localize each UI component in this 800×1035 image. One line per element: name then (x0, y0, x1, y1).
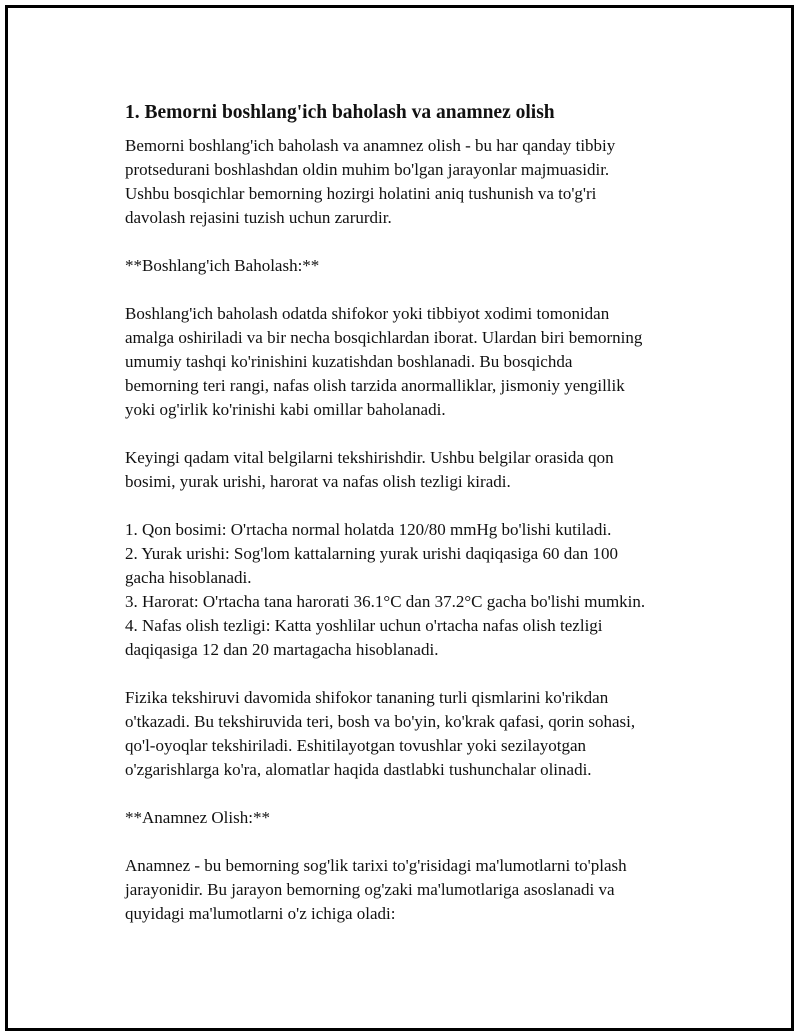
text-line: Keyingi qadam vital belgilarni tekshirishdir. Ushbu belgilar orasida qon (125, 448, 614, 467)
text-line: yoki og'irlik ko'rinishi kabi omillar baholanadi. (125, 400, 446, 419)
subheading-anamnesis (125, 806, 715, 830)
list-item: 4. Nafas olish tezligi: Katta yoshlilar uchun o'rtacha nafas olish tezligi (125, 616, 603, 635)
vital-signs-list (125, 518, 715, 662)
text-line: Bemorni boshlang'ich baholash va anamnez olish - bu har qanday tibbiy (125, 136, 616, 155)
text-line: o'tkazadi. Bu tekshiruvida teri, bosh va bo'yin, ko'krak qafasi, qorin sohasi, (125, 712, 636, 731)
text-line: **Boshlang'ich Baholash:** (125, 256, 320, 275)
section-heading: 1. Bemorni boshlang'ich baholash va anamnez olish (125, 102, 555, 123)
text-line: jarayonidir. Bu jarayon bemorning og'zaki ma'lumotlariga asoslanadi va (125, 880, 615, 899)
text-line: quyidagi ma'lumotlarni o'z ichiga oladi: (125, 904, 396, 923)
text-line: bosimi, yurak urishi, harorat va nafas olish tezligi kiradi. (125, 472, 511, 491)
list-item: daqiqasiga 12 dan 20 martagacha hisoblanadi. (125, 640, 439, 659)
text-line: bemorning teri rangi, nafas olish tarzida anormalliklar, jismoniy yengillik (125, 376, 625, 395)
text-line: Boshlang'ich baholash odatda shifokor yoki tibbiyot xodimi tomonidan (125, 304, 610, 323)
text-line: Ushbu bosqichlar bemorning hozirgi holatini aniq tushunish va to'g'ri (125, 184, 597, 203)
anamnesis-paragraph (125, 854, 715, 926)
text-line: qo'l-oyoqlar tekshiriladi. Eshitilayotgan tovushlar yoki sezilayotgan (125, 736, 587, 755)
text-line: **Anamnez Olish:** (125, 808, 270, 827)
page-frame (5, 5, 794, 1031)
text-line: o'zgarishlarga ko'ra, alomatlar haqida dastlabki tushunchalar olinadi. (125, 760, 592, 779)
document-body (125, 100, 715, 950)
text-line: Anamnez - bu bemorning sog'lik tarixi to'g'risidagi ma'lumotlarni to'plash (125, 856, 627, 875)
subheading-initial-assessment (125, 254, 715, 278)
text-line: umumiy tashqi ko'rinishini kuzatishdan boshlanadi. Bu bosqichda (125, 352, 573, 371)
assessment-paragraph (125, 302, 715, 422)
physical-exam-paragraph (125, 686, 715, 782)
intro-paragraph (125, 134, 715, 230)
list-item: 2. Yurak urishi: Sog'lom kattalarning yurak urishi daqiqasiga 60 dan 100 (125, 544, 618, 563)
vital-signs-paragraph (125, 446, 715, 494)
text-line: amalga oshiriladi va bir necha bosqichlardan iborat. Ulardan biri bemorning (125, 328, 643, 347)
text-line: protsedurani boshlashdan oldin muhim bo'lgan jarayonlar majmuasidir. (125, 160, 610, 179)
list-item: 1. Qon bosimi: O'rtacha normal holatda 120/80 mmHg bo'lishi kutiladi. (125, 520, 612, 539)
text-line: Fizika tekshiruvi davomida shifokor tananing turli qismlarini ko'rikdan (125, 688, 609, 707)
list-item: gacha hisoblanadi. (125, 568, 252, 587)
list-item: 3. Harorat: O'rtacha tana harorati 36.1°C dan 37.2°C gacha bo'lishi mumkin. (125, 592, 646, 611)
text-line: davolash rejasini tuzish uchun zarurdir. (125, 208, 392, 227)
